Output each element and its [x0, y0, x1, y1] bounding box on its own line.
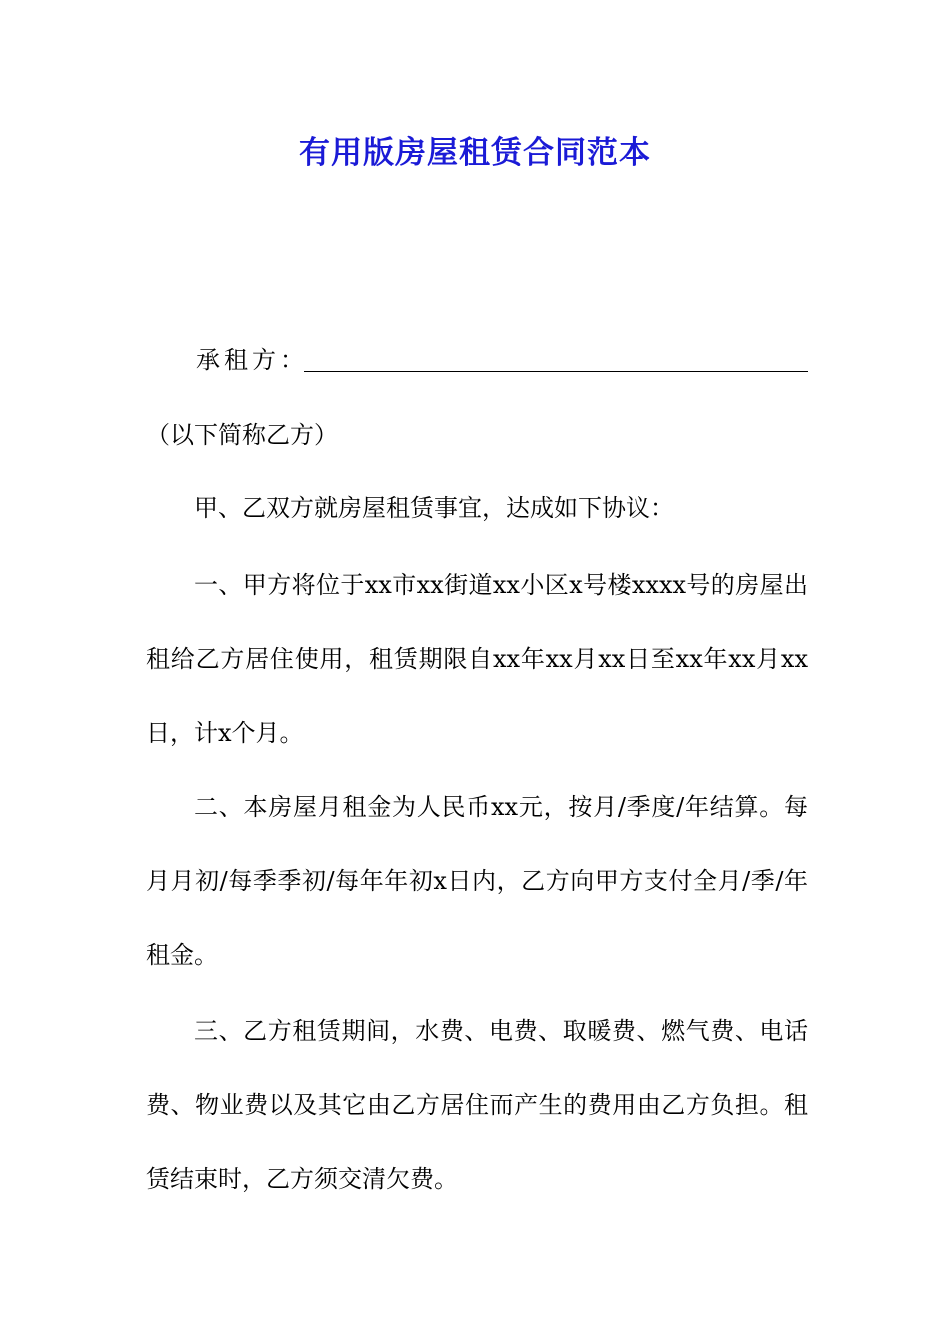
- agreement-intro: 甲、乙双方就房屋租赁事宜，达成如下协议：: [194, 494, 674, 522]
- tenant-note: （以下简称乙方）: [146, 421, 338, 449]
- tenant-line: [196, 330, 808, 390]
- tenant-blank-underline: [304, 371, 808, 372]
- clause-3: 三、乙方租赁期间，水费、电费、取暖费、燃气费、电话费、物业费以及其它由乙方居住而产生的费用由乙方负担。租赁结束时，乙方须交清欠费。: [146, 1017, 808, 1193]
- clause-1: 一、甲方将位于xx市xx街道xx小区x号楼xxxx号的房屋出租给乙方居住使用，租赁期限自xx年xx月xx日至xx年xx月xx日，计x个月。: [146, 571, 808, 747]
- clause-2: 二、本房屋月租金为人民币xx元，按月/季度/年结算。每月月初/每季季初/每年年初x日内，乙方向甲方支付全月/季/年租金。: [146, 793, 808, 969]
- tenant-label: 承租方：: [196, 346, 308, 374]
- document-title: 有用版房屋租赁合同范本: [299, 135, 651, 171]
